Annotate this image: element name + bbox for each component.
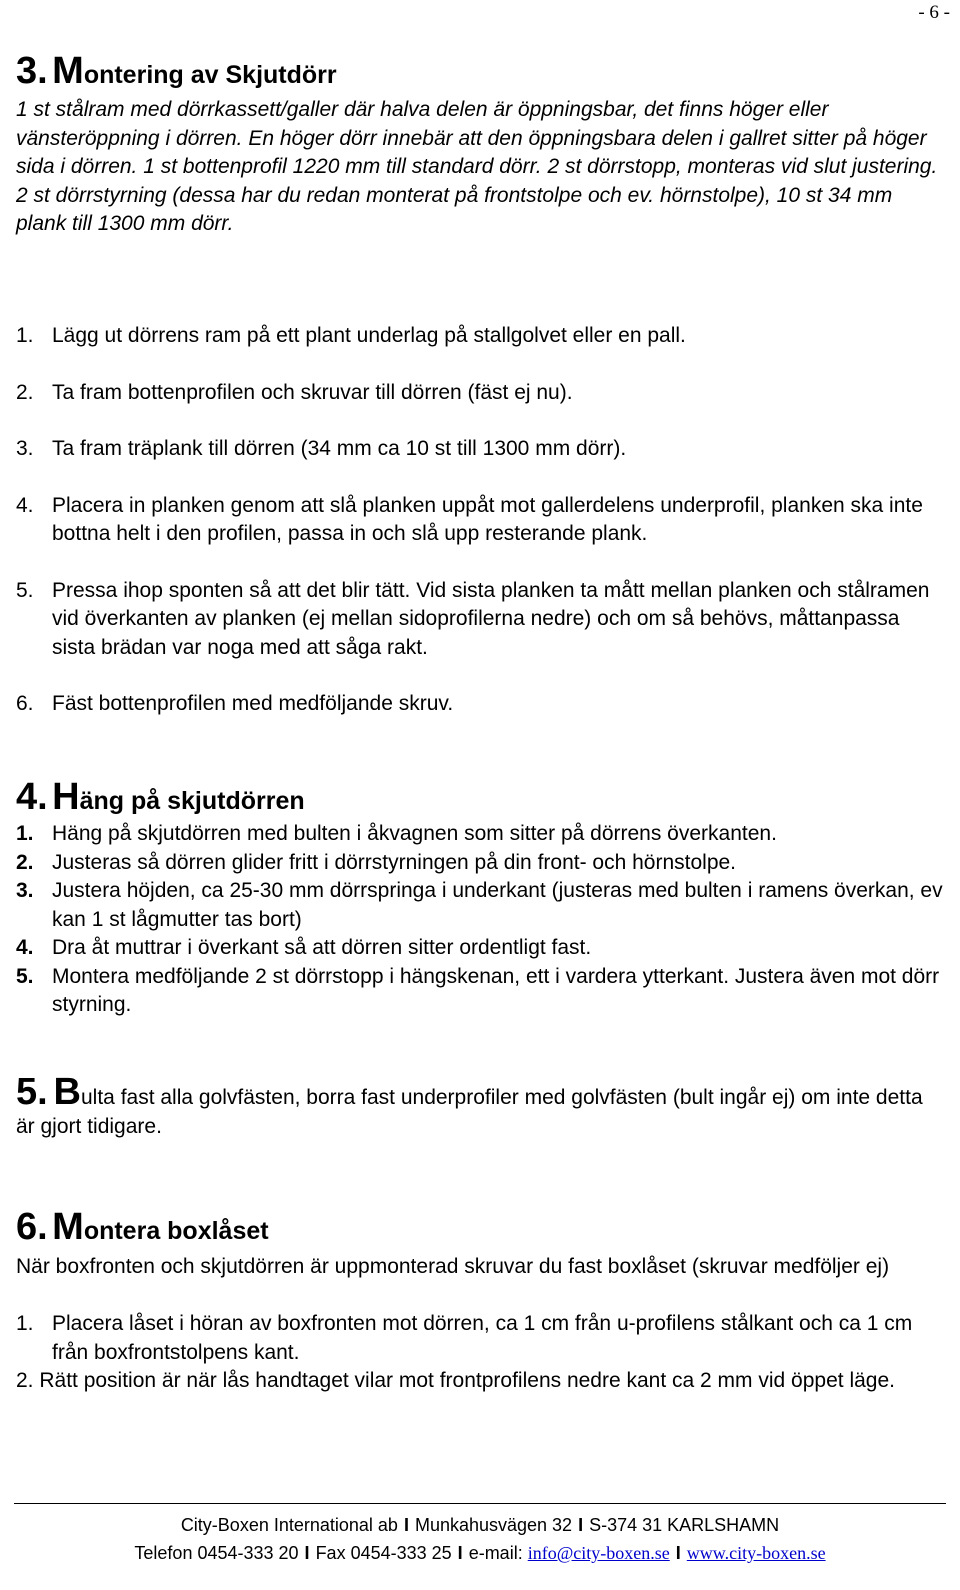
- heading-initial: H: [52, 776, 80, 818]
- section-3-steps: [16, 322, 946, 719]
- section-3-intro: 1 st stålram med dörrkassett/galler där halva delen är öppningsbar, det finns höger eller vänsteröppning i dörren. En höger dörr innebär att den öppningsbara delen i gallret sitter på höger sida i dörren. 1 st bottenprofil 1220 mm till standard dörr. 2 st dörrstopp, monteras vid slut justering. 2 st dörrstyrning (dessa har du redan monterat på frontstolpe och ev. hörnstolpe), 10 st 34 mm plank till 1300 mm dörr.: [16, 98, 938, 235]
- section-5: [16, 1071, 946, 1141]
- list-item: 2. Ta fram bottenprofilen och skruvar till dörren (fäst ej nu).: [16, 380, 573, 404]
- heading-text: ontera boxlåset: [83, 1217, 269, 1245]
- list-item: 3. Ta fram träplank till dörren (34 mm ca 10 st till 1300 mm dörr).: [16, 437, 627, 460]
- section-4-heading: [16, 776, 305, 819]
- section-4-steps: [16, 820, 946, 1020]
- fax: Fax 0454-333 25: [315, 1543, 452, 1563]
- phone: Telefon 0454-333 20: [134, 1543, 299, 1563]
- footer-address: City-Boxen International ab I Munkahusvägen 32 I S-374 31 KARLSHAMN: [180, 1515, 780, 1535]
- footer-divider: [14, 1503, 946, 1504]
- section-3-heading: [16, 50, 337, 93]
- list-item: 4. Placera in planken genom att slå planken uppåt mot gallerdelens underprofil, planken ska inte bottna helt i den profilen, passa in och slå upp resterande plank.: [16, 493, 923, 545]
- section-number: 4.: [16, 776, 48, 818]
- heading-initial: M: [52, 1206, 84, 1248]
- page-number: - 6 -: [918, 2, 950, 23]
- email-label: e-mail:: [468, 1543, 523, 1563]
- list-item: 6. Fäst bottenprofilen med medföljande skruv.: [16, 692, 454, 715]
- heading-initial: B: [53, 1071, 81, 1113]
- section-number: 6.: [16, 1206, 48, 1248]
- heading-text: ontering av Skjutdörr: [83, 61, 337, 89]
- website-link[interactable]: www.city-boxen.se: [686, 1543, 826, 1563]
- section-6-heading: [16, 1206, 269, 1249]
- section-6-intro: När boxfronten och skjutdörren är uppmonterad skruvar du fast boxlåset (skruvar medföljer ej): [16, 1255, 890, 1278]
- list-item: 5. Pressa ihop sponten så att det blir tätt. Vid sista planken ta mått mellan planken och stålramen vid överkanten av planken (ej mellan sidoprofilerna nedre) och om så behövs, måttanpassa sista brädan var noga med att såga rakt.: [16, 578, 930, 659]
- city: S-374 31 KARLSHAMN: [589, 1515, 780, 1535]
- list-item: 1. Lägg ut dörrens ram på ett plant underlag på stallgolvet eller en pall.: [16, 324, 686, 347]
- heading-text: äng på skjutdörren: [79, 787, 305, 815]
- list-item: 5. Montera medföljande 2 st dörrstopp i hängskenan, ett i vardera ytterkant. Justera även mot dörr styrning.: [16, 964, 940, 1016]
- street-address: Munkahusvägen 32: [414, 1515, 573, 1535]
- list-item: 1. Placera låset i höran av boxfronten mot dörren, ca 1 cm från u-profilens stålkant och ca 1 cm från boxfrontstolpens kant.: [16, 1312, 913, 1364]
- list-item: 3. Justera höjden, ca 25-30 mm dörrspringa i underkant (justeras med bulten i ramens överkan, ev kan 1 st lågmutter tas bort): [16, 879, 943, 931]
- company-name: City-Boxen International ab: [180, 1515, 398, 1535]
- section-5-text: ulta fast alla golvfästen, borra fast underprofiler med golvfästen (bult ingår ej) om inte detta är gjort tidigare.: [16, 1086, 923, 1138]
- heading-initial: M: [52, 50, 84, 92]
- section-number: 3.: [16, 50, 48, 92]
- list-item: 4. Dra åt muttrar i överkant så att dörren sitter ordentligt fast.: [16, 936, 592, 959]
- section-6-last: 2. Rätt position är när lås handtaget vilar mot frontprofilens nedre kant ca 2 mm vid öppet läge.: [16, 1369, 895, 1392]
- email-link[interactable]: info@city-boxen.se: [527, 1543, 670, 1563]
- section-number: 5.: [16, 1071, 48, 1113]
- list-item: 2. Justeras så dörren glider fritt i dörrstyrningen på din front- och hörnstolpe.: [16, 850, 737, 874]
- list-item: 1. Häng på skjutdörren med bulten i åkvagnen som sitter på dörrens överkanten.: [16, 822, 777, 845]
- section-6-steps: [16, 1310, 946, 1367]
- footer-contact: Telefon 0454-333 20 I Fax 0454-333 25 I e-mail: info@city-boxen.se I www.city-boxen.se: [134, 1543, 826, 1563]
